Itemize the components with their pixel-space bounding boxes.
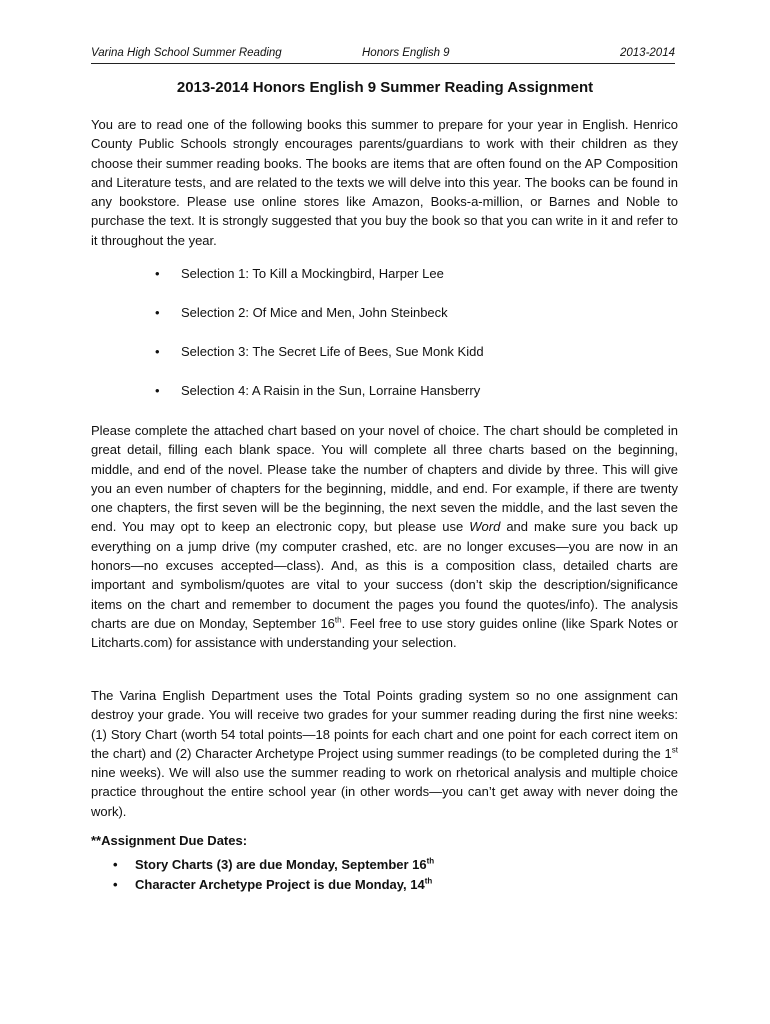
bullet-icon: • [155, 266, 160, 281]
word-app-name: Word [469, 519, 501, 535]
chart-instructions-paragraph [91, 421, 678, 653]
due-dates-heading: **Assignment Due Dates: [91, 833, 248, 848]
ordinal-suffix: th [424, 876, 433, 886]
selection-label: Selection 2: [181, 305, 249, 320]
selection-book: Of Mice and Men, John Steinbeck [252, 305, 448, 320]
selection-label: Selection 4: [181, 383, 249, 398]
instructions-text-part: and make sure you back up everything on a jump drive (my computer crashed, etc. are no longer excuses—you are now in an honors—no excuses accepted—class). And, as this is a composition class, detailed charts are important and symbolism/quotes are vital to your success (don’t skip the description/significance items on the chart and remember to document the pages you found the quotes/info). The analysis charts are due on Monday, September 16 [91, 519, 678, 631]
header-school: Varina High School Summer Reading [91, 47, 282, 59]
bullet-icon: • [155, 305, 160, 320]
selection-book: To Kill a Mockingbird, Harper Lee [252, 266, 444, 281]
document-title: 2013-2014 Honors English 9 Summer Reading Assignment [176, 79, 594, 96]
grading-text-part: The Varina English Department uses the Total Points grading system so no one assignment can destroy your grade. You will receive two grades for your summer reading during the first nine weeks: (1) Story Chart (worth 54 total points—18 points for each chart and one point for each correct item on the chart) and (2) Character Archetype Project using summer readings (to be completed during the 1 [91, 688, 678, 761]
grading-paragraph [91, 686, 678, 821]
bullet-icon: • [155, 383, 160, 398]
ordinal-suffix: th [426, 856, 435, 866]
intro-paragraph: You are to read one of the following books this summer to prepare for your year in English. Henrico County Public Schools strongly encourages parents/guardians to work with their children as they choose their summer reading books. The books are items that are often found on the AP Composition and Literature tests, and are related to the texts we will delve into this year. The books can be found in any bookstore. Please use online stores like Amazon, Books-a-million, or Barnes and Noble to purchase the text. It is strongly suggested that you buy the book so that you can write in it and refer to it throughout the year. [91, 117, 678, 248]
bullet-icon: • [113, 857, 118, 872]
ordinal-suffix: st [671, 745, 678, 755]
instructions-text-part: . Feel free to use story guides online (like Spark Notes or Litcharts.com) for assistance with understanding your selection. [91, 615, 678, 651]
instructions-text-part: Please complete the attached chart based on your novel of choice. The chart should be completed in great detail, filling each blank space. You will complete all three charts based on the beginning, middle, and end of the novel. Please take the number of chapters and divide by three. This will give you an even number of chapters for the beginning, middle, and end. For example, if there are twenty one chapters, the first seven will be the beginning, the next seven the middle, and the last seven the end. You may opt to keep an electronic copy, but please use [91, 423, 678, 535]
selection-book: The Secret Life of Bees, Sue Monk Kidd [252, 344, 484, 359]
header-course: Honors English 9 [362, 47, 450, 59]
page-header [91, 45, 675, 64]
header-year: 2013-2014 [620, 47, 675, 59]
due-date-text: Character Archetype Project is due Monday, 14 [135, 877, 425, 892]
bullet-icon: • [113, 877, 118, 892]
ordinal-suffix: th [334, 615, 342, 625]
selection-label: Selection 1: [181, 266, 249, 281]
selection-label: Selection 3: [181, 344, 249, 359]
due-date-text: Story Charts (3) are due Monday, September 16 [135, 857, 427, 872]
grading-text-part: nine weeks). We will also use the summer reading to work on rhetorical analysis and multiple choice practice throughout the entire school year (in other words—you can’t get away with never doing the work). [91, 765, 678, 819]
bullet-icon: • [155, 344, 160, 359]
selection-book: A Raisin in the Sun, Lorraine Hansberry [251, 383, 481, 398]
